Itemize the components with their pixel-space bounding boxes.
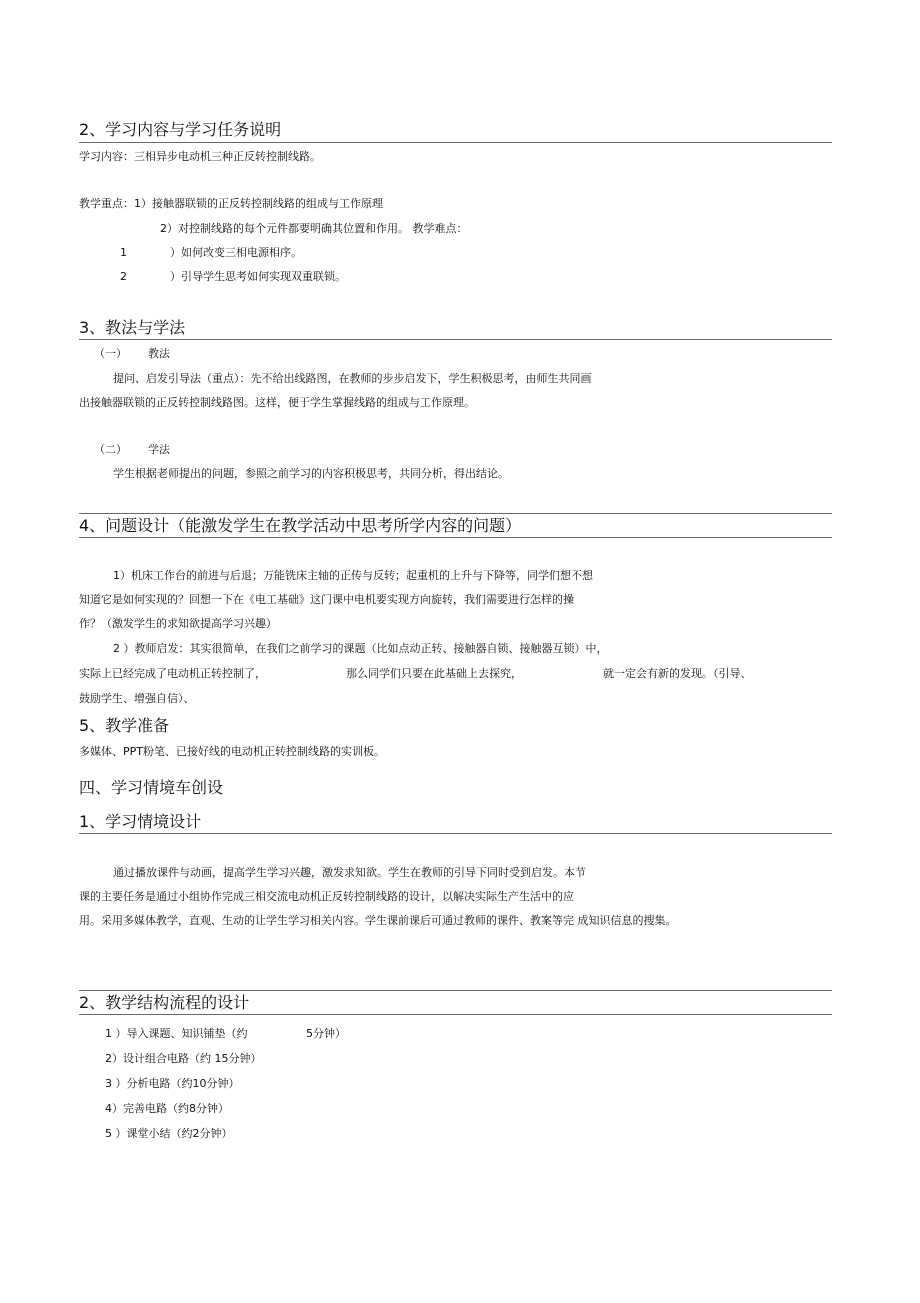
question-1-line-3: 作？（激发学生的求知欲提高学习兴趣） xyxy=(79,617,277,630)
section-3-rule xyxy=(79,339,832,340)
section-5-text: 多媒体、PPT粉笔、已接好线的电动机正转控制线路的实训板。 xyxy=(79,745,385,758)
section-2-heading: 2、学习内容与学习任务说明 xyxy=(79,120,282,139)
teach-method-para-2: 出接触器联锁的正反转控制线路图。这样，便于学生掌握线路的组成与工作原理。 xyxy=(79,396,475,409)
situation-design-heading: 1、学习情境设计 xyxy=(79,812,202,831)
key-point-1: 教学重点：1）接触器联锁的正反转控制线路的组成与工作原理 xyxy=(79,197,383,210)
situation-para-line-3: 用。采用多媒体教学，直观、生动的让学生学习相关内容。学生课前课后可通过教师的课件、教案等完 成知识信息的搜集。 xyxy=(79,914,677,927)
step-3-text: 3 ）分析电路（约10分钟） xyxy=(105,1077,240,1090)
question-2-line-2c: 就一定会有新的发现。（引导、 xyxy=(603,667,752,680)
situation-para-line-1: 通过播放课件与动画，提高学生学习兴趣，激发求知欲。学生在教师的引导下同时受到启发。本节 xyxy=(113,866,586,879)
teach-method-title: 教法 xyxy=(148,347,170,360)
step-1-duration: 5分钟） xyxy=(306,1027,346,1040)
teach-method-label: （一） xyxy=(94,347,127,360)
step-2-text: 2）设计组合电路（约 15分钟） xyxy=(105,1052,262,1065)
question-1-line-1: 1）机床工作台的前进与后退；万能铣床主轴的正传与反转；起重机的上升与下降等，同学们想不想 xyxy=(113,569,593,582)
step-5-text: 5 ）课堂小结（约2分钟） xyxy=(105,1127,233,1140)
structure-rule-bottom xyxy=(79,1014,832,1015)
section-2-rule xyxy=(79,142,832,143)
difficulty-2-text: ）引导学生思考如何实现双重联锁。 xyxy=(170,270,346,283)
part-4-heading: 四、学习情境车创设 xyxy=(79,778,224,797)
teach-method-para-1: 提问、启发引导法（重点）：先不给出线路图，在教师的步步启发下，学生积极思考，由师生共同画 xyxy=(113,372,592,385)
structure-heading: 2、教学结构流程的设计 xyxy=(79,993,250,1012)
question-2-line-3: 鼓励学生、增强自信）、 xyxy=(79,692,195,705)
difficulty-1-text: ）如何改变三相电源相序。 xyxy=(170,246,302,259)
step-4-text: 4）完善电路（约8分钟） xyxy=(105,1102,229,1115)
section-4-rule-top xyxy=(79,513,832,514)
question-2-line-2b: 那么同学们只要在此基础上去探究， xyxy=(346,667,522,680)
learn-method-label: （二） xyxy=(94,443,127,456)
question-2-line-2a: 实际上已经完成了电动机正转控制了， xyxy=(79,667,266,680)
question-1-line-2: 知道它是如何实现的？回想一下在《电工基础》这门课中电机要实现方向旋转，我们需要进行怎样的操 xyxy=(79,593,574,606)
section-4-heading: 4、问题设计（能激发学生在教学活动中思考所学内容的问题） xyxy=(79,516,522,535)
question-2-line-1: 2 ）教师启发：其实很简单，在我们之前学习的课题（比如点动正转、接触器自锁、接触器互锁）中， xyxy=(113,642,608,655)
structure-rule-top xyxy=(79,990,832,991)
step-1-text: 1 ）导入课题、知识铺垫（约 xyxy=(105,1027,248,1040)
difficulty-2-number: 2 xyxy=(120,270,127,283)
study-content-line: 学习内容：三相异步电动机三种正反转控制线路。 xyxy=(79,150,321,163)
situation-para-line-2: 课的主要任务是通过小组协作完成三相交流电动机正反转控制线路的设计，以解决实际生产生活中的应 xyxy=(79,890,574,903)
key-point-2: 2）对控制线路的每个元件都要明确其位置和作用。 教学难点： xyxy=(160,222,468,235)
section-4-rule-bottom xyxy=(79,537,832,538)
situation-design-rule xyxy=(79,833,832,834)
section-5-heading: 5、教学准备 xyxy=(79,716,170,735)
difficulty-1-number: 1 xyxy=(120,246,127,259)
section-3-heading: 3、教法与学法 xyxy=(79,318,186,337)
learn-method-para: 学生根据老师提出的问题，参照之前学习的内容积极思考，共同分析，得出结论。 xyxy=(113,467,509,480)
learn-method-title: 学法 xyxy=(148,443,170,456)
